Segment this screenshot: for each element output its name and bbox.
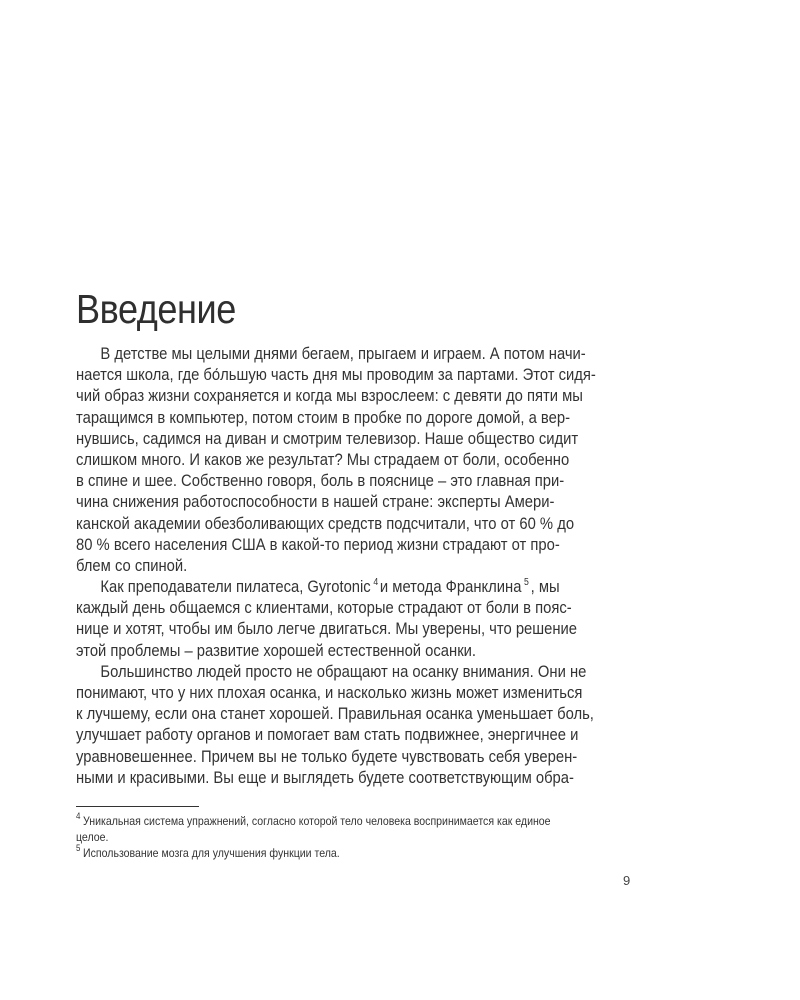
text-line: нается школа, где бо́льшую часть дня мы проводим за партами. Этот сидя-: [76, 365, 596, 385]
text-line: улучшает работу органов и помогает вам стать подвижнее, энергичнее и: [76, 725, 579, 745]
body-text: [76, 343, 636, 788]
text-line: слишком много. И каков же результат? Мы страдаем от боли, особенно: [76, 449, 570, 469]
chapter-title: Введение: [76, 286, 236, 332]
footnote-divider: [76, 806, 199, 807]
text-line: каждый день общаемся с клиентами, которые страдают от боли в пояс-: [76, 598, 572, 618]
text-line: к лучшему, если она станет хорошей. Правильная осанка уменьшает боль,: [76, 704, 594, 724]
footnote: [76, 845, 586, 861]
text-segment: Как преподаватели пилатеса, Gyrotonic: [100, 577, 371, 597]
text-line: таращимся в компьютер, потом стоим в пробке по дороге домой, а вер-: [76, 407, 570, 427]
footnote-text: Уникальная система упражнений, согласно которой тело человека воспринимается как единое: [83, 814, 551, 828]
footnote-continuation: целое.: [76, 830, 109, 844]
text-line: ными и красивыми. Вы еще и выглядеть будете соответствующим обра-: [76, 767, 574, 787]
footnote: [76, 813, 586, 829]
text-line: нице и хотят, чтобы им было легче двигаться. Мы уверены, что решение: [76, 619, 578, 639]
footnote-ref: 4: [373, 577, 379, 589]
footnote-mark: 5: [76, 843, 81, 853]
footnotes: [76, 813, 656, 861]
text-line: блем со спиной.: [76, 555, 188, 575]
text-segment: и метода Франклина: [379, 577, 522, 597]
text-segment: , мы: [530, 577, 560, 597]
footnote-mark: 4: [76, 811, 81, 821]
text-line: в спине и шее. Собственно говоря, боль в пояснице – это главная при-: [76, 471, 565, 491]
text-line: понимают, что у них плохая осанка, и насколько жизнь может измениться: [76, 683, 583, 702]
text-line: канской академии обезболивающих средств подсчитали, что от 60 % до: [76, 513, 575, 533]
text-line: уравновешеннее. Причем вы не только будете чувствовать себя уверен-: [76, 746, 578, 766]
text-line: этой проблемы – развитие хорошей естественной осанки.: [76, 640, 477, 660]
text-line: чина снижения работоспособности в нашей стране: эксперты Амери-: [76, 492, 555, 512]
footnote-text: Использование мозга для улучшения функции тела.: [83, 846, 340, 860]
text-line: В детстве мы целыми днями бегаем, прыгаем и играем. А потом начи-: [100, 344, 586, 363]
page-number: 9: [623, 873, 631, 888]
text-line: 80 % всего населения США в какой-то период жизни страдают от про-: [76, 534, 560, 554]
text-line: чий образ жизни сохраняется и когда мы взрослеем: с девяти до пяти мы: [76, 386, 583, 406]
footnote-ref: 5: [524, 577, 529, 589]
text-line: нувшись, садимся на диван и смотрим телевизор. Наше общество сидит: [76, 428, 579, 448]
text-line-with-footnote-refs: [76, 576, 563, 597]
text-line: Большинство людей просто не обращают на осанку внимания. Они не: [100, 661, 587, 681]
